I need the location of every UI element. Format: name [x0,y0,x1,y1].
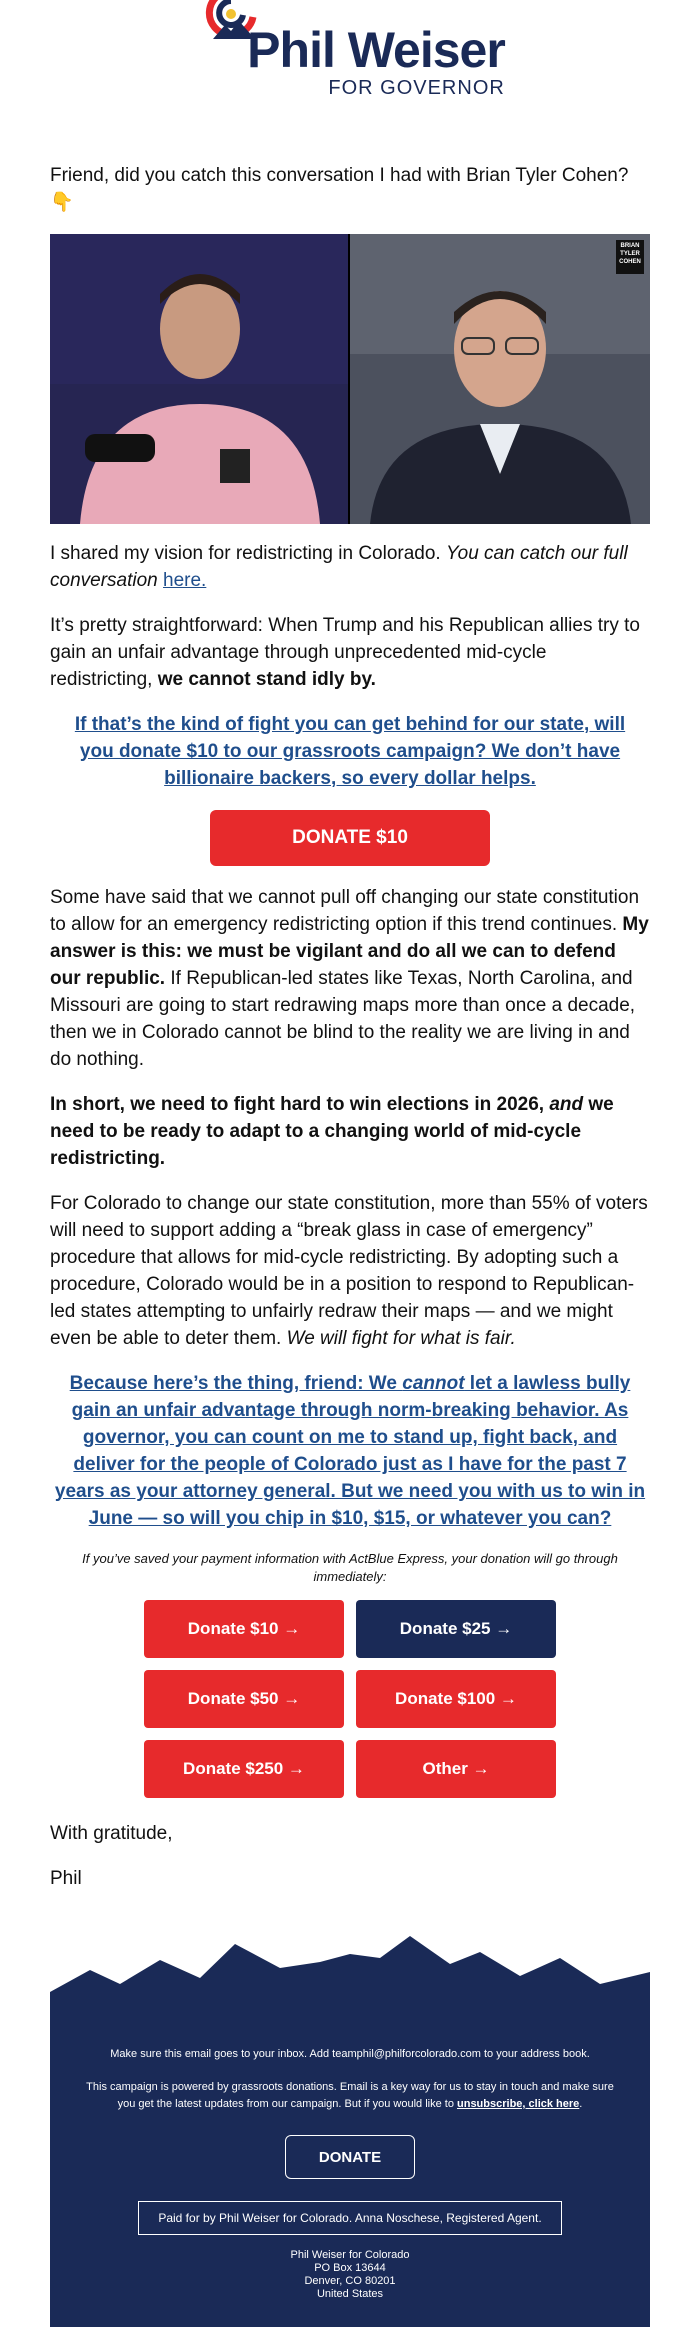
guest-frame [348,234,650,524]
closing-text: With gratitude, [50,1823,173,1844]
guest-image [350,234,650,524]
logo-title: Phil Weiser [247,21,505,78]
email-footer [50,1932,650,2327]
paragraph-vision: I shared my vision for redistricting in Colorado. You can catch our full conversation here. [50,543,628,591]
donate-10-button[interactable]: DONATE $10 [210,810,490,866]
mountain-silhouette-icon [50,1932,650,2032]
actblue-express-note: If you’ve saved your payment information with ActBlue Express, your donation will go through immediately: [82,1551,618,1584]
email-header [0,0,700,120]
interviewer-image [50,234,348,524]
email-body [0,162,700,1892]
chip-in-appeal-link[interactable]: Because here’s the thing, friend: We cannot let a lawless bully gain an unfair advantage through norm-breaking behavior. As governor, you can count on me to stand up, fight back, and deliver for the people of Colorado just as I have for the past 7 years as your attorney general. But we need you with us to win in June — so will you chip in $10, $15, or whatever you can? [54,1373,646,1529]
donate-amount-grid [50,1600,650,1798]
campaign-logo[interactable] [195,21,505,100]
paragraph-vigilant: Some have said that we cannot pull off changing our state constitution to allow for an emergency redistricting option if this trend continues. My answer is this: we must be vigilant and do all we can to defend our republic. If Republican-led states like Texas, North Carolina, and Missouri are going to start redrawing maps more than once a decade, then we in Colorado cannot be blind to the reality we are living in and do nothing. [50,887,649,1070]
channel-watermark: BRIAN TYLER COHEN [616,240,644,274]
donate-other-grid-button[interactable]: Other → [356,1740,556,1798]
here-link[interactable]: here. [163,570,207,591]
paragraph-in-short: In short, we need to fight hard to win elections in 2026, and we need to be ready to adapt to a changing world of mid-cycle redistricting. [50,1094,614,1169]
paragraph-constitution: For Colorado to change our state constitution, more than 55% of voters will need to support adding a “break glass in case of emergency” procedure that allows for mid-cycle redistricting. By adopting such a procedure, Colorado would be in a position to respond to Republican-led states attempting to unfairly redraw their maps — and we might even be able to deter them. We will fight for what is fair. [50,1193,648,1349]
donate-25-grid-button[interactable]: Donate $25 → [356,1600,556,1658]
donate-250-grid-button[interactable]: Donate $250 → [144,1740,344,1798]
signature-name: Phil [50,1868,82,1889]
powered-note: This campaign is powered by grassroots donations. Email is a key way for us to stay in touch and make sure you get the latest updates from our campaign. But if you would like to unsubscribe, click here. [86,2081,614,2110]
mailing-address: Phil Weiser for Colorado PO Box 13644 Denver, CO 80201 United States [290,2249,410,2300]
interviewer-frame [50,234,348,524]
donate-10-appeal-link[interactable]: If that’s the kind of fight you can get behind for our state, will you donate $10 to our grassroots campaign? We don’t have billionaire backers, so every dollar helps. [74,714,626,789]
donate-10-grid-button[interactable]: Donate $10 → [144,1600,344,1658]
donate-50-grid-button[interactable]: Donate $50 → [144,1670,344,1728]
colorado-c-mountain-icon [203,0,259,41]
paragraph-straightforward: It’s pretty straightforward: When Trump and his Republican allies try to gain an unfair advantage through unprecedented mid-cycle redistricting, we cannot stand idly by. [50,615,640,690]
greeting-text: Friend, did you catch this conversation I had with Brian Tyler Cohen? 👇 [50,165,629,213]
paid-for-disclaimer: Paid for by Phil Weiser for Colorado. Anna Noschese, Registered Agent. [138,2201,562,2235]
donate-100-grid-button[interactable]: Donate $100 → [356,1670,556,1728]
footer-donate-button[interactable]: DONATE [285,2135,415,2179]
inbox-note: Make sure this email goes to your inbox. Add teamphil@philforcolorado.com to your address book. [110,2048,590,2060]
unsubscribe-link[interactable]: unsubscribe, click here [457,2098,580,2110]
video-thumbnail[interactable] [50,234,650,524]
logo-subtitle: FOR GOVERNOR [328,76,505,99]
